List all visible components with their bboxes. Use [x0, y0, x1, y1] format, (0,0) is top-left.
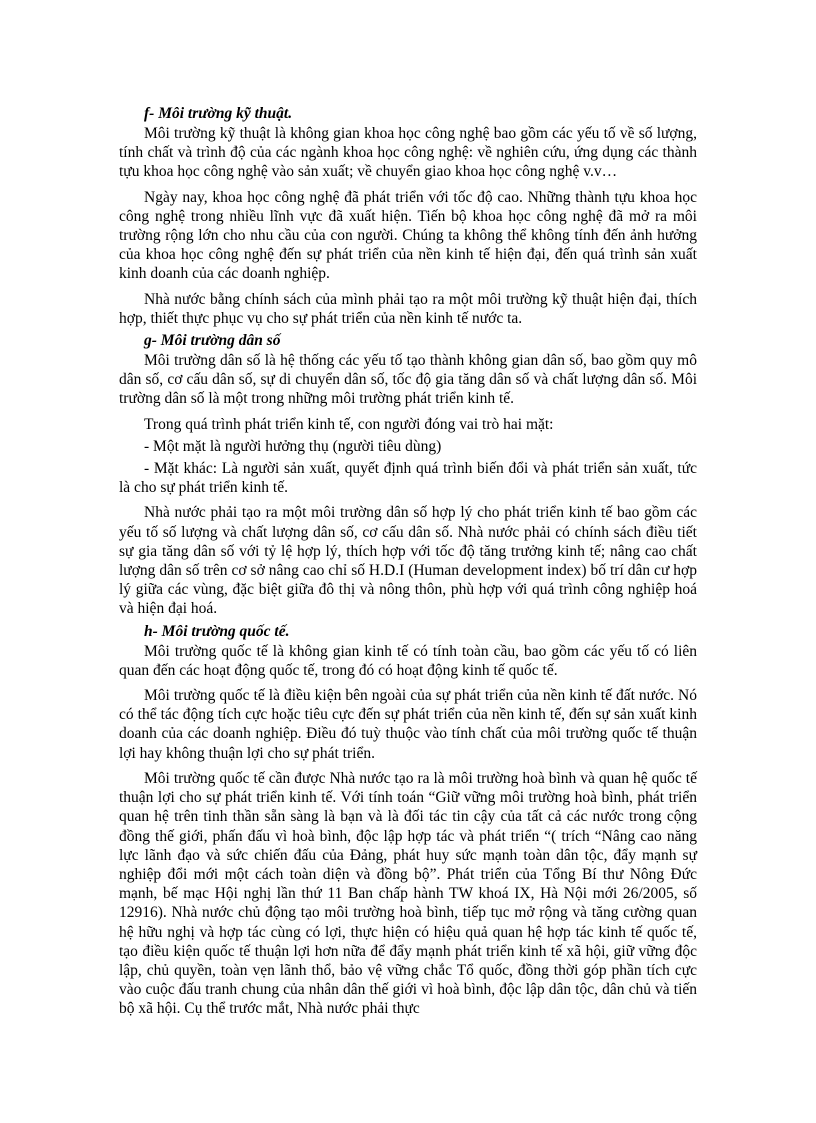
paragraph: Môi trường quốc tế là điều kiện bên ngoài của sự phát triển của nền kinh tế đất nước. Nó có thể tác động tích cực hoặc tiêu cực đến sự phát triển của nền kinh tế, đến sự sản xuất kinh doanh của các doanh nghiệp. Điều đó tuỳ thuộc vào tính chất của môi trường quốc tế thuận lợi hay không thuận lợi cho sự phát triển.: [119, 687, 697, 762]
paragraph: Môi trường kỹ thuật là không gian khoa học công nghệ bao gồm các yếu tố về số lượng, tính chất và trình độ của các ngành khoa học công nghệ: về nghiên cứu, ứng dụng các thành tựu khoa học công nghệ vào sản xuất; về chuyển giao khoa học công nghệ v.v…: [119, 125, 697, 181]
paragraph: Nhà nước phải tạo ra một môi trường dân số hợp lý cho phát triển kinh tế bao gồm các yếu tố số lượng và chất lượng dân số, cơ cấu dân số. Nhà nước phải có chính sách điều tiết sự gia tăng dân số với tỷ lệ hợp lý, thích hợp với tốc độ tăng trưởng kinh tế; nâng cao chất lượng dân số trên cơ sở nâng cao chỉ số H.D.I (Human development index) bố trí dân cư hợp lý giữa các vùng, đặc biệt giữa đô thị và nông thôn, phù hợp với quá trình công nghiệp hoá và hiện đại hoá.: [119, 504, 697, 618]
section-heading: h- Môi trường quốc tế.: [144, 622, 290, 640]
section-heading: f- Môi trường kỹ thuật.: [144, 105, 293, 122]
list-item: - Mặt khác: Là người sản xuất, quyết định quá trình biến đổi và phát triển sản xuất, tức là cho sự phát triển kinh tế.: [119, 460, 697, 497]
section-technical-environment: [119, 104, 697, 328]
section-international-environment: [119, 622, 697, 1019]
paragraph: Môi trường dân số là hệ thống các yếu tố tạo thành không gian dân số, bao gồm quy mô dân số, cơ cấu dân số, sự di chuyển dân số, tốc độ gia tăng dân số và chất lượng dân số. Môi trường dân số là một trong những môi trường phát triển kinh tế.: [119, 352, 697, 408]
list-item: - Một mặt là người hưởng thụ (người tiêu dùng): [144, 437, 442, 455]
paragraph: Ngày nay, khoa học công nghệ đã phát triển với tốc độ cao. Những thành tựu khoa học công nghệ trong nhiều lĩnh vực đã xuất hiện. Tiến bộ khoa học công nghệ đã mở ra môi trường rộng lớn cho nhu cầu của con người. Chúng ta không thể không tính đến ảnh hưởng của khoa học công nghệ đến sự phát triển của nền kinh tế hiện đại, đến quá trình sản xuất kinh doanh của các doanh nghiệp.: [119, 188, 697, 283]
paragraph: Trong quá trình phát triển kinh tế, con người đóng vai trò hai mặt:: [144, 415, 554, 433]
paragraph: Nhà nước bằng chính sách của mình phải tạo ra một môi trường kỹ thuật hiện đại, thích hợp, thiết thực phục vụ cho sự phát triển của nền kinh tế nước ta.: [119, 290, 697, 327]
section-population-environment: [119, 331, 697, 619]
paragraph: Môi trường quốc tế cần được Nhà nước tạo ra là môi trường hoà bình và quan hệ quốc tế thuận lợi cho sự phát triển kinh tế. Với tính toán “Giữ vững môi trường hoà bình, phát triển quan hệ trên tinh thần sẵn sàng là bạn và là đối tác tin cậy của tất cả các nước trong cộng đồng thế giới, phấn đấu vì hoà bình, độc lập hợp tác và phát triển “( trích “Nâng cao năng lực lãnh đạo và sức chiến đấu của Đảng, phát huy sức mạnh toàn dân tộc, đẩy mạnh sự nghiệp đổi mới một cách toàn diện và đồng bộ”. Phát triển của Tổng Bí thư Nông Đức mạnh, bế mạc Hội nghị lần thứ 11 Ban chấp hành TW khoá IX, Hà Nội mới 26/2005, số 12916). Nhà nước chủ động tạo môi trường hoà bình, tiếp tục mở rộng và tăng cường quan hệ hữu nghị và hợp tác cùng có lợi, thực hiện có hiệu quả quan hệ hợp tác kinh tế quốc tế, tạo điều kiện quốc tế thuận lợi hơn nữa để đẩy mạnh phát triển kinh tế xã hội, giữ vững độc lập, chủ quyền, toàn vẹn lãnh thổ, bảo vệ vững chắc Tổ quốc, đồng thời góp phần tích cực vào cuộc đấu tranh chung của nhân dân thế giới vì hoà bình, độc lập dân tộc, dân chủ và tiến bộ xã hội. Cụ thể trước mắt, Nhà nước phải thực: [119, 769, 697, 1018]
section-heading: g- Môi trường dân số: [144, 332, 281, 350]
paragraph: Môi trường quốc tế là không gian kinh tế có tính toàn cầu, bao gồm các yếu tố có liên quan đến các hoạt động quốc tế, trong đó có hoạt động kinh tế quốc tế.: [119, 642, 697, 679]
